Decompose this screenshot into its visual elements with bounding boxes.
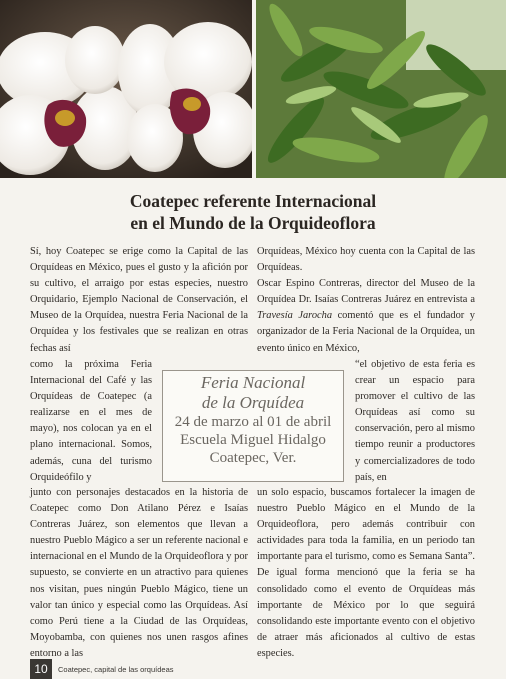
right-paragraph-2: [257, 276, 475, 356]
right-column-bottom: un solo espacio, buscamos fortalecer la imagen de nuestro Pueblo Mágico en el Mundo de la Orquideoflora, pero además contribuir con actividades para toda la familia, en un periodo tan importante para el turismo, como es Semana Santa”. De igual forma mencionó que la feria se ha consolidado como el evento de Orquídeas más importante de México por lo que seguirá consolidando este importante evento con el objetivo de atraer más aficionados al cultivo de estas especies.: [257, 487, 475, 659]
article-title: [0, 190, 506, 234]
right-column-top: [257, 244, 475, 357]
magazine-name: Travesía Jarocha: [257, 310, 333, 322]
orchid-flowers-photo: [0, 0, 252, 178]
callout-title-line2: de la Orquídea: [201, 393, 305, 412]
callout-venue: Escuela Miguel Hidalgo: [180, 432, 326, 448]
callout-date: 24 de marzo al 01 de abril: [174, 414, 332, 430]
left-column-bottom: junto con personajes destacados en la historia de Coatepec como Don Atilano Pérez e Isaías Contreras Juárez, son elementos que llevan a nuestro Pueblo Mágico a ser un referente nacional e internacional en el Mundo de la Orquideoflora y por supuesto, se convierte en un atractivo para quienes nos visitan, pues ningún Pueblo Mágico, tiene un valor tan único y especial como las Orquídeas. Así como Perú tiene a la Ciudad de las Orquídeas, Moyobamba, con quienes nos unen rasgos afines entorno a las: [30, 487, 248, 659]
orchid-plant-photo: [256, 0, 506, 178]
right-paragraph-1: Orquídeas, México hoy cuenta con la Capital de las Orquídeas.: [257, 246, 475, 274]
right-column-wrap: “el objetivo de esta feria es crear un espacio para promover el cultivo de las Orquídeas así como su conservación, pero al mismo tiempo reunir a productores y comercializadores de todo país, en: [355, 359, 475, 483]
callout-title-line1: Feria Nacional: [200, 373, 306, 392]
article-title-line1: Coatepec referente Internacional: [129, 191, 377, 211]
article-title-line2: en el Mundo de la Orquideoflora: [130, 213, 376, 233]
page-number: 10: [30, 659, 52, 679]
event-callout-box: [162, 370, 344, 482]
callout-city: Coatepec, Ver.: [209, 450, 297, 466]
header-photos: [0, 0, 506, 178]
right-paragraph-2b: comentó que es el fundador y organizador de la Feria Nacional de la Orquídea, un evento único en México,: [257, 310, 475, 354]
left-column-wrap: como la próxima Feria Internacional del Café y las Orquídeas de Coatepec (a realizarse en el mes de mayo), nos colocan ya en el plano internacional. Somos, además, cuna del turismo Orquideófilo y: [30, 359, 152, 483]
right-paragraph-2a: Oscar Espino Contreras, director del Museo de la Orquídea Dr. Isaías Contreras Juárez en entrevista a: [257, 278, 475, 306]
footer-section-title: Coatepec, capital de las orquídeas: [58, 665, 174, 674]
left-column-top: Sí, hoy Coatepec se erige como la Capital de las Orquídeas en México, pues el gusto y la afición por su cultivo, el arraigo por estas especies, nuestro Orquidario, Ejemplo Nacional de Conservación, el Museo de la Orquídea, nuestra Feria Nacional de la Orquídea y los festivales que se realizan en otras fechas así: [30, 246, 248, 354]
